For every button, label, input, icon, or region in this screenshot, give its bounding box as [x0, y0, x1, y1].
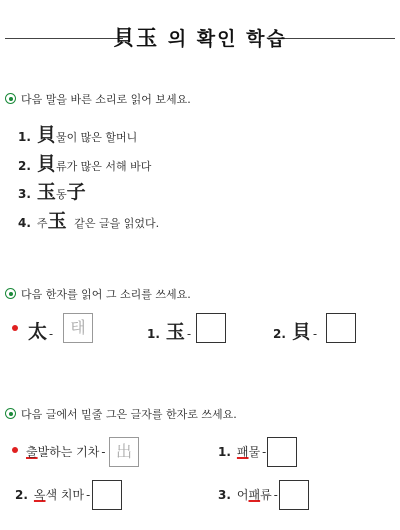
answer-box-1[interactable]: [196, 313, 226, 343]
section3-item-1: [218, 443, 268, 460]
section2-instruction-text: 다음 한자를 읽어 그 소리를 쓰세요.: [21, 288, 191, 301]
section3-item-2: [15, 486, 92, 503]
item-number: 3.: [18, 187, 31, 201]
item-hanja: 玉: [47, 210, 67, 232]
title-text: 의 확인 학습: [167, 28, 287, 50]
item-hanja: 貝: [36, 153, 56, 175]
answer-box-2[interactable]: [326, 313, 356, 343]
section3-instruction-text: 다음 글에서 밑줄 그은 글자를 한자로 쓰세요.: [21, 408, 237, 421]
bullet-icon: [5, 93, 16, 104]
item-hanja: 子: [66, 181, 86, 203]
item-text: 어: [236, 488, 249, 502]
item-number: 3.: [218, 488, 231, 502]
example-dot-icon: [12, 325, 18, 331]
section2-item-2: [273, 317, 319, 344]
example-answer-box: 태: [63, 313, 93, 343]
bullet-icon: [5, 288, 16, 299]
section3-instruction: [5, 406, 237, 422]
item-hanja: 玉: [36, 181, 56, 203]
dash: -: [262, 445, 267, 459]
item-text: 물이 많은 할머니: [55, 131, 138, 144]
item-text: 같은 글을 읽었다.: [74, 217, 160, 230]
example-hanja: 太: [28, 321, 48, 343]
title-hanja: 貝玉: [113, 25, 160, 50]
item-number: 4.: [18, 216, 31, 230]
item-number: 2.: [15, 488, 28, 502]
section1-item-1: [18, 120, 137, 147]
answer-box-4[interactable]: [92, 480, 122, 510]
item-text: 물: [248, 445, 261, 459]
item-number: 1.: [147, 327, 160, 341]
item-number: 1.: [218, 445, 231, 459]
dash: -: [86, 488, 91, 502]
underlined-char: 패: [248, 488, 261, 502]
underlined-char: 옥: [33, 488, 46, 502]
item-hanja: 玉: [165, 321, 185, 343]
section1-instruction-text: 다음 말을 바른 소리로 읽어 보세요.: [21, 93, 191, 106]
dash: -: [312, 327, 317, 341]
bullet-icon: [5, 408, 16, 419]
item-number: 2.: [18, 159, 31, 173]
item-number: 1.: [18, 130, 31, 144]
example-answer-box: 出: [109, 437, 139, 467]
item-hanja: 貝: [291, 321, 311, 343]
answer-box-5[interactable]: [279, 480, 309, 510]
item-text: 동: [55, 188, 67, 201]
section3-item-3: [218, 486, 280, 503]
section1-item-2: [18, 149, 151, 176]
section3-example: [26, 443, 107, 460]
dash: -: [186, 327, 191, 341]
example-text: 발하는 기차: [37, 445, 100, 459]
section1-item-4: [18, 206, 159, 233]
dash: -: [49, 327, 54, 341]
underlined-char: 출: [26, 445, 38, 459]
item-text: 류: [260, 488, 272, 502]
page-title: [0, 22, 400, 52]
dash: -: [101, 445, 106, 459]
section2-item-1: [147, 317, 193, 344]
section1-instruction: [5, 91, 191, 107]
item-text: 주: [36, 217, 48, 230]
section1-item-3: [18, 177, 86, 204]
dash: -: [273, 488, 278, 502]
section2-example: [28, 317, 55, 344]
section2-instruction: [5, 286, 191, 302]
item-number: 2.: [273, 327, 286, 341]
answer-box-3[interactable]: [267, 437, 297, 467]
item-hanja: 貝: [36, 124, 56, 146]
example-dot-icon: [12, 447, 18, 453]
underlined-char: 패: [236, 445, 249, 459]
item-text: 류가 많은 서해 바다: [55, 160, 152, 173]
item-text: 색 치마: [45, 488, 85, 502]
